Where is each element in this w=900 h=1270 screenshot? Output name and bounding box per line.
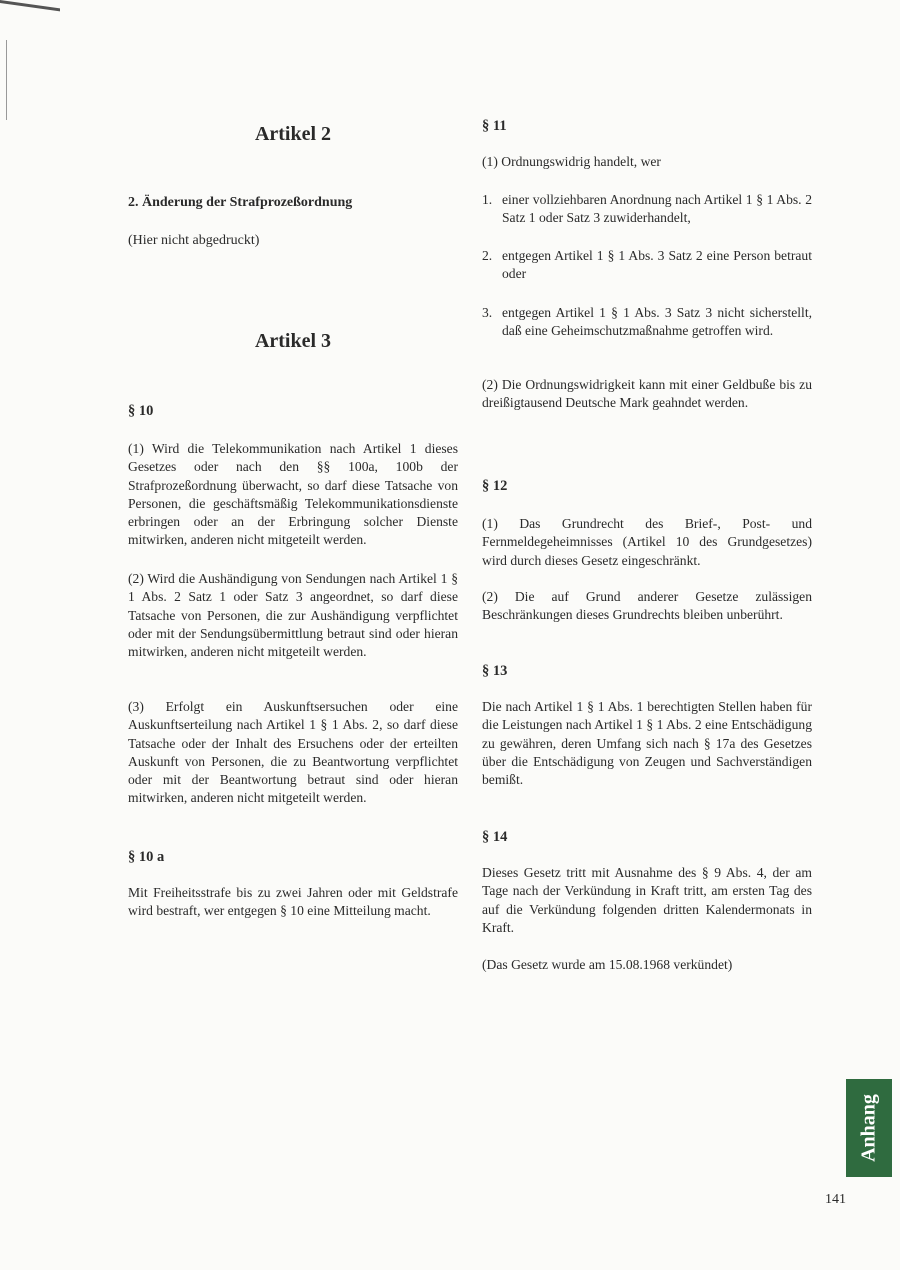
section-13-heading: § 13 <box>482 663 508 679</box>
section-12-para-1: (1) Das Grundrecht des Brief-, Post- und Fernmeldegeheimnisses (Artikel 10 des Grundgesetzes) wird durch dieses Gesetz eingeschränkt. <box>482 516 812 568</box>
section-10-heading: § 10 <box>128 403 154 419</box>
scan-corner-mark <box>0 0 60 25</box>
aenderung-heading: 2. Änderung der Strafprozeßordnung <box>128 195 353 210</box>
section-12-heading: § 12 <box>482 478 508 494</box>
section-10-para-1: (1) Wird die Telekommunikation nach Artikel 1 dieses Gesetzes oder nach den §§ 100a, 100b der Strafprozeßordnung überwacht, so darf diese Tatsache von Personen, die geschäftsmäßig Telekommunikationsdienste erbringen oder an der Erbringung solcher Dienste mitwirken, anderen nicht mitgeteilt werden. <box>128 441 458 548</box>
list-item-number: 2. <box>482 248 493 263</box>
list-item <box>482 247 812 284</box>
section-10-para-2: (2) Wird die Aushändigung von Sendungen nach Artikel 1 § 1 Abs. 2 Satz 1 oder Satz 3 angeordnet, so darf diese Tatsache von Personen, die zur Aushändigung verpflichtet oder mit der Sendungsübermittlung betraut sind oder hieran mitwirken, anderen nicht mitgeteilt werden. <box>128 571 458 660</box>
section-13-para: Die nach Artikel 1 § 1 Abs. 1 berechtigten Stellen haben für die Leistungen nach Artikel 1 § 1 Abs. 2 eine Entschädigung zu gewähren, deren Umfang sich nach § 17a des Gesetzes über die Entschädigung von Zeugen und Sachverständigen bemißt. <box>482 699 812 788</box>
list-item-text: einer vollziehbaren Anordnung nach Artikel 1 § 1 Abs. 2 Satz 1 oder Satz 3 zuwiderhandelt, <box>502 192 812 226</box>
section-10-para-3: (3) Erfolgt ein Auskunftsersuchen oder eine Auskunftserteilung nach Artikel 1 § 1 Abs. 2, so darf diese Tatsache oder der Inhalt des Ersuchens oder der erteilten Auskunft von Personen, die zu Beantwortung verpflichtet oder mit der Beantwortung betraut sind oder hieran mitwirken, anderen nicht mitgeteilt werden. <box>128 699 458 806</box>
section-14-heading: § 14 <box>482 829 508 845</box>
section-11-para-2: (2) Die Ordnungswidrigkeit kann mit einer Geldbuße bis zu dreißigtausend Deutsche Mark geahndet werden. <box>482 377 812 411</box>
aenderung-note: (Hier nicht abgedruckt) <box>128 233 260 248</box>
section-14-para: Dieses Gesetz tritt mit Ausnahme des § 9 Abs. 4, der am Tage nach der Verkündung in Kraft tritt, am ersten Tag des auf die Verkündung folgenden dritten Kalendermonats in Kraft. <box>482 865 812 935</box>
artikel-2-title: Artikel 2 <box>254 123 332 145</box>
list-item <box>482 304 812 341</box>
list-item-number: 3. <box>482 305 493 320</box>
list-item-number: 1. <box>482 192 493 207</box>
section-11-heading: § 11 <box>482 118 507 134</box>
section-11-intro: (1) Ordnungswidrig handelt, wer <box>482 154 661 169</box>
section-12-para-2: (2) Die auf Grund anderer Gesetze zulässigen Beschränkungen dieses Grundrechts bleiben unberührt. <box>482 589 812 623</box>
anhang-tab-label: Anhang <box>857 1094 880 1162</box>
list-item-text: entgegen Artikel 1 § 1 Abs. 3 Satz 2 eine Person betraut oder <box>502 248 812 282</box>
section-10a-para: Mit Freiheitsstrafe bis zu zwei Jahren oder mit Geldstrafe wird bestraft, wer entgegen § 10 eine Mitteilung macht. <box>128 885 458 919</box>
section-10a-heading: § 10 a <box>128 849 165 865</box>
anhang-tab <box>846 1079 892 1177</box>
promulgation-note: (Das Gesetz wurde am 15.08.1968 verkündet) <box>482 957 733 972</box>
page-number: 141 <box>825 1192 846 1207</box>
scan-edge-mark <box>6 40 7 120</box>
artikel-3-title: Artikel 3 <box>254 330 332 352</box>
list-item-text: entgegen Artikel 1 § 1 Abs. 3 Satz 3 nicht sicherstellt, daß eine Geheimschutzmaßnahme getroffen wird. <box>502 305 812 339</box>
list-item <box>482 191 812 228</box>
